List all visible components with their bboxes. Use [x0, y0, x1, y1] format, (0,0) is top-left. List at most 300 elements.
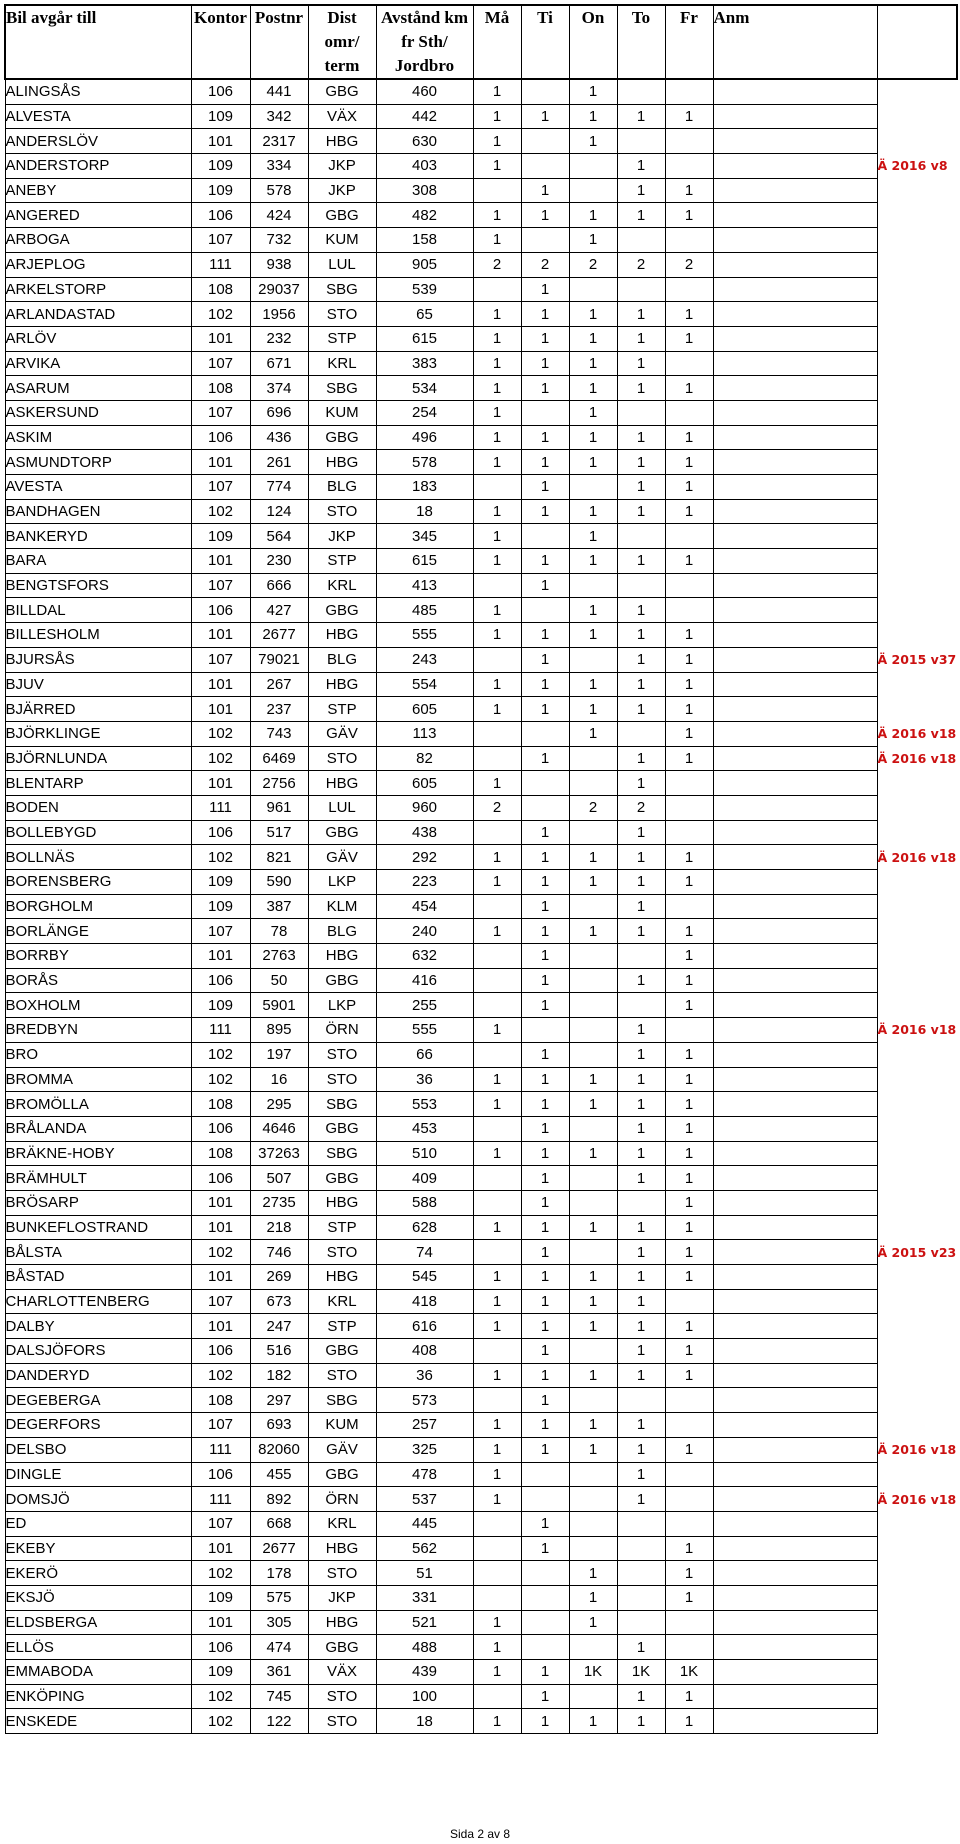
cell-office: 102	[191, 1684, 250, 1709]
cell-dist: GBG	[308, 203, 376, 228]
cell-tuesday	[521, 1462, 569, 1487]
cell-postnr: 29037	[250, 277, 308, 302]
cell-postnr: 517	[250, 820, 308, 845]
cell-distance: 510	[376, 1141, 473, 1166]
cell-thursday: 1	[617, 1339, 665, 1364]
cell-change-note	[877, 1660, 957, 1685]
cell-postnr: 50	[250, 968, 308, 993]
cell-thursday	[617, 1585, 665, 1610]
cell-friday: 1	[665, 425, 713, 450]
cell-monday: 1	[473, 1413, 521, 1438]
cell-tuesday: 1	[521, 203, 569, 228]
cell-anm	[713, 277, 877, 302]
cell-office: 102	[191, 746, 250, 771]
cell-friday: 1	[665, 326, 713, 351]
cell-wednesday	[569, 1166, 617, 1191]
cell-tuesday: 1	[521, 1339, 569, 1364]
cell-dist: LUL	[308, 795, 376, 820]
table-row	[5, 968, 957, 993]
cell-dist: JKP	[308, 154, 376, 179]
cell-distance: 408	[376, 1339, 473, 1364]
cell-monday: 1	[473, 1141, 521, 1166]
table-row	[5, 1314, 957, 1339]
cell-destination: BJÄRRED	[5, 697, 191, 722]
cell-monday: 1	[473, 1437, 521, 1462]
cell-monday: 1	[473, 1487, 521, 1512]
cell-office: 101	[191, 326, 250, 351]
table-row	[5, 894, 957, 919]
cell-distance: 331	[376, 1585, 473, 1610]
table-row	[5, 277, 957, 302]
cell-postnr: 516	[250, 1339, 308, 1364]
cell-destination: ANDERSTORP	[5, 154, 191, 179]
cell-change-note	[877, 795, 957, 820]
cell-change-note	[877, 400, 957, 425]
cell-wednesday	[569, 1511, 617, 1536]
cell-monday	[473, 820, 521, 845]
cell-friday: 1	[665, 1067, 713, 1092]
cell-monday: 1	[473, 1289, 521, 1314]
cell-office: 102	[191, 1709, 250, 1734]
cell-friday: 1K	[665, 1660, 713, 1685]
cell-thursday: 1	[617, 1166, 665, 1191]
table-row	[5, 944, 957, 969]
table-row	[5, 993, 957, 1018]
cell-destination: BRO	[5, 1042, 191, 1067]
cell-thursday: 1	[617, 1265, 665, 1290]
cell-tuesday: 1	[521, 845, 569, 870]
cell-postnr: 441	[250, 79, 308, 104]
cell-change-note	[877, 820, 957, 845]
cell-distance: 554	[376, 672, 473, 697]
cell-postnr: 2677	[250, 623, 308, 648]
cell-destination: BODEN	[5, 795, 191, 820]
table-row	[5, 1067, 957, 1092]
cell-wednesday: 2	[569, 252, 617, 277]
table-row	[5, 252, 957, 277]
table-header	[5, 5, 957, 79]
cell-friday: 1	[665, 549, 713, 574]
cell-dist: KRL	[308, 1289, 376, 1314]
cell-distance: 413	[376, 573, 473, 598]
cell-change-note	[877, 1166, 957, 1191]
cell-tuesday: 1	[521, 623, 569, 648]
cell-postnr: 37263	[250, 1141, 308, 1166]
cell-anm	[713, 252, 877, 277]
cell-friday	[665, 1635, 713, 1660]
cell-wednesday	[569, 993, 617, 1018]
cell-destination: EKEBY	[5, 1536, 191, 1561]
cell-wednesday: 1	[569, 549, 617, 574]
cell-friday: 1	[665, 672, 713, 697]
cell-monday	[473, 1042, 521, 1067]
table-row	[5, 1042, 957, 1067]
cell-office: 107	[191, 573, 250, 598]
cell-tuesday: 1	[521, 968, 569, 993]
cell-friday: 1	[665, 968, 713, 993]
cell-monday: 1	[473, 400, 521, 425]
cell-dist: BLG	[308, 475, 376, 500]
cell-destination: BILLDAL	[5, 598, 191, 623]
cell-tuesday: 1	[521, 1289, 569, 1314]
cell-change-note	[877, 1190, 957, 1215]
cell-friday	[665, 894, 713, 919]
cell-change-note	[877, 1067, 957, 1092]
cell-friday: 1	[665, 1042, 713, 1067]
cell-office: 102	[191, 1363, 250, 1388]
table-row	[5, 598, 957, 623]
cell-thursday	[617, 573, 665, 598]
cell-thursday	[617, 277, 665, 302]
cell-tuesday: 1	[521, 573, 569, 598]
cell-monday	[473, 968, 521, 993]
cell-wednesday: 1	[569, 1561, 617, 1586]
header-monday: Må	[473, 5, 521, 79]
cell-wednesday	[569, 1635, 617, 1660]
cell-postnr: 297	[250, 1388, 308, 1413]
cell-destination: BILLESHOLM	[5, 623, 191, 648]
cell-friday: 1	[665, 1166, 713, 1191]
cell-destination: BÅLSTA	[5, 1240, 191, 1265]
cell-change-note	[877, 1413, 957, 1438]
cell-distance: 605	[376, 771, 473, 796]
cell-friday	[665, 771, 713, 796]
cell-office: 101	[191, 1314, 250, 1339]
cell-wednesday: 1	[569, 326, 617, 351]
cell-wednesday	[569, 1018, 617, 1043]
cell-anm	[713, 1437, 877, 1462]
cell-distance: 545	[376, 1265, 473, 1290]
cell-distance: 488	[376, 1635, 473, 1660]
cell-tuesday: 1	[521, 1388, 569, 1413]
cell-friday	[665, 1462, 713, 1487]
table-row	[5, 79, 957, 104]
cell-wednesday: 1	[569, 400, 617, 425]
cell-postnr: 668	[250, 1511, 308, 1536]
cell-wednesday: 1	[569, 721, 617, 746]
cell-wednesday: 1	[569, 79, 617, 104]
cell-office: 109	[191, 154, 250, 179]
cell-anm	[713, 968, 877, 993]
cell-distance: 18	[376, 1709, 473, 1734]
cell-change-note	[877, 1265, 957, 1290]
cell-office: 106	[191, 1166, 250, 1191]
cell-anm	[713, 1215, 877, 1240]
cell-thursday: 1	[617, 1067, 665, 1092]
cell-postnr: 746	[250, 1240, 308, 1265]
table-row	[5, 672, 957, 697]
cell-postnr: 230	[250, 549, 308, 574]
cell-dist: STO	[308, 1067, 376, 1092]
cell-dist: STO	[308, 1709, 376, 1734]
cell-dist: VÄX	[308, 104, 376, 129]
cell-destination: BENGTSFORS	[5, 573, 191, 598]
cell-wednesday: 1	[569, 598, 617, 623]
cell-friday: 1	[665, 178, 713, 203]
cell-office: 101	[191, 1265, 250, 1290]
table-row	[5, 1413, 957, 1438]
cell-anm	[713, 845, 877, 870]
cell-tuesday: 1	[521, 1067, 569, 1092]
cell-postnr: 82060	[250, 1437, 308, 1462]
cell-wednesday	[569, 944, 617, 969]
cell-anm	[713, 1092, 877, 1117]
cell-friday: 1	[665, 697, 713, 722]
header-wednesday: On	[569, 5, 617, 79]
cell-monday: 1	[473, 845, 521, 870]
header-distance-line: fr Sth/	[401, 32, 448, 51]
cell-dist: JKP	[308, 1585, 376, 1610]
cell-postnr: 78	[250, 919, 308, 944]
cell-dist: BLG	[308, 647, 376, 672]
cell-tuesday: 1	[521, 104, 569, 129]
cell-distance: 632	[376, 944, 473, 969]
cell-office: 109	[191, 178, 250, 203]
cell-distance: 578	[376, 450, 473, 475]
cell-distance: 555	[376, 623, 473, 648]
cell-office: 106	[191, 820, 250, 845]
cell-dist: HBG	[308, 450, 376, 475]
cell-thursday: 1	[617, 1314, 665, 1339]
cell-friday: 1	[665, 1437, 713, 1462]
cell-office: 107	[191, 351, 250, 376]
cell-office: 109	[191, 104, 250, 129]
cell-wednesday	[569, 1116, 617, 1141]
cell-tuesday: 1	[521, 1413, 569, 1438]
cell-dist: STP	[308, 1215, 376, 1240]
cell-wednesday	[569, 968, 617, 993]
cell-change-note	[877, 351, 957, 376]
cell-monday: 1	[473, 129, 521, 154]
cell-wednesday	[569, 647, 617, 672]
cell-thursday: 1	[617, 1437, 665, 1462]
cell-wednesday: 1	[569, 845, 617, 870]
cell-dist: STO	[308, 1561, 376, 1586]
cell-office: 108	[191, 1141, 250, 1166]
cell-destination: ARLÖV	[5, 326, 191, 351]
cell-tuesday	[521, 129, 569, 154]
cell-monday: 2	[473, 252, 521, 277]
cell-anm	[713, 672, 877, 697]
cell-monday	[473, 1536, 521, 1561]
cell-destination: BROMMA	[5, 1067, 191, 1092]
cell-thursday: 1	[617, 1116, 665, 1141]
cell-dist: LUL	[308, 252, 376, 277]
cell-office: 101	[191, 623, 250, 648]
cell-wednesday	[569, 1190, 617, 1215]
cell-anm	[713, 1487, 877, 1512]
cell-monday: 1	[473, 1314, 521, 1339]
cell-office: 102	[191, 845, 250, 870]
cell-tuesday	[521, 1487, 569, 1512]
cell-change-note	[877, 1561, 957, 1586]
header-dist-line: term	[324, 56, 360, 75]
cell-friday: 1	[665, 203, 713, 228]
cell-change-note	[877, 1610, 957, 1635]
cell-anm	[713, 524, 877, 549]
cell-monday: 1	[473, 524, 521, 549]
cell-anm	[713, 944, 877, 969]
table-row	[5, 228, 957, 253]
cell-monday	[473, 746, 521, 771]
cell-dist: GBG	[308, 820, 376, 845]
cell-friday	[665, 154, 713, 179]
cell-office: 107	[191, 1289, 250, 1314]
cell-anm	[713, 573, 877, 598]
cell-thursday: 1	[617, 326, 665, 351]
cell-change-note	[877, 524, 957, 549]
cell-office: 101	[191, 697, 250, 722]
cell-change-note	[877, 1684, 957, 1709]
cell-anm	[713, 1067, 877, 1092]
cell-office: 106	[191, 425, 250, 450]
cell-dist: HBG	[308, 129, 376, 154]
cell-anm	[713, 376, 877, 401]
cell-office: 102	[191, 1042, 250, 1067]
cell-postnr: 693	[250, 1413, 308, 1438]
cell-anm	[713, 820, 877, 845]
cell-office: 102	[191, 1240, 250, 1265]
cell-change-note	[877, 672, 957, 697]
table-row	[5, 524, 957, 549]
cell-tuesday	[521, 721, 569, 746]
cell-friday: 1	[665, 845, 713, 870]
cell-wednesday	[569, 178, 617, 203]
cell-thursday: 1	[617, 771, 665, 796]
table-row	[5, 1511, 957, 1536]
cell-friday: 1	[665, 1190, 713, 1215]
cell-postnr: 387	[250, 894, 308, 919]
cell-tuesday: 1	[521, 178, 569, 203]
cell-anm	[713, 104, 877, 129]
cell-wednesday	[569, 1487, 617, 1512]
cell-monday: 1	[473, 228, 521, 253]
cell-monday: 1	[473, 697, 521, 722]
cell-distance: 605	[376, 697, 473, 722]
cell-friday: 1	[665, 623, 713, 648]
cell-office: 102	[191, 499, 250, 524]
cell-distance: 345	[376, 524, 473, 549]
cell-anm	[713, 1388, 877, 1413]
cell-tuesday	[521, 1018, 569, 1043]
cell-anm	[713, 228, 877, 253]
cell-monday: 1	[473, 302, 521, 327]
cell-postnr: 361	[250, 1660, 308, 1685]
cell-destination: BRÄMHULT	[5, 1166, 191, 1191]
cell-postnr: 774	[250, 475, 308, 500]
cell-wednesday: 2	[569, 795, 617, 820]
cell-friday: 1	[665, 993, 713, 1018]
cell-change-note	[877, 870, 957, 895]
table-row	[5, 1190, 957, 1215]
cell-change-note	[877, 1314, 957, 1339]
cell-wednesday: 1K	[569, 1660, 617, 1685]
table-row	[5, 1487, 957, 1512]
cell-change-note	[877, 203, 957, 228]
cell-friday: 1	[665, 1684, 713, 1709]
cell-monday: 1	[473, 870, 521, 895]
cell-distance: 409	[376, 1166, 473, 1191]
table-row	[5, 178, 957, 203]
cell-wednesday	[569, 1042, 617, 1067]
cell-anm	[713, 1314, 877, 1339]
table-row	[5, 746, 957, 771]
cell-friday: 1	[665, 647, 713, 672]
cell-change-note	[877, 79, 957, 104]
cell-wednesday: 1	[569, 1437, 617, 1462]
cell-dist: HBG	[308, 1610, 376, 1635]
cell-office: 107	[191, 1413, 250, 1438]
header-spacer	[877, 5, 957, 79]
cell-distance: 308	[376, 178, 473, 203]
cell-change-note	[877, 376, 957, 401]
table-row	[5, 697, 957, 722]
table-row	[5, 1116, 957, 1141]
cell-office: 101	[191, 129, 250, 154]
cell-friday: 1	[665, 1339, 713, 1364]
cell-distance: 51	[376, 1561, 473, 1586]
cell-anm	[713, 1684, 877, 1709]
cell-tuesday: 1	[521, 647, 569, 672]
cell-destination: ARBOGA	[5, 228, 191, 253]
cell-thursday: 1	[617, 1042, 665, 1067]
cell-distance: 454	[376, 894, 473, 919]
cell-thursday: 1	[617, 647, 665, 672]
cell-distance: 183	[376, 475, 473, 500]
cell-change-note: Ä 2016 v18	[877, 750, 957, 766]
cell-anm	[713, 1265, 877, 1290]
header-destination: Bil avgår till	[5, 5, 191, 79]
table-row	[5, 1437, 957, 1462]
cell-change-note	[877, 1635, 957, 1660]
cell-distance: 65	[376, 302, 473, 327]
cell-office: 107	[191, 228, 250, 253]
cell-monday: 1	[473, 1660, 521, 1685]
cell-postnr: 232	[250, 326, 308, 351]
cell-tuesday: 2	[521, 252, 569, 277]
table-row	[5, 647, 957, 672]
cell-postnr: 342	[250, 104, 308, 129]
cell-monday	[473, 1561, 521, 1586]
cell-thursday: 1	[617, 104, 665, 129]
cell-destination: BANKERYD	[5, 524, 191, 549]
cell-thursday	[617, 79, 665, 104]
cell-friday: 1	[665, 1536, 713, 1561]
table-row	[5, 549, 957, 574]
cell-distance: 18	[376, 499, 473, 524]
cell-friday: 1	[665, 104, 713, 129]
cell-dist: VÄX	[308, 1660, 376, 1685]
table-row	[5, 302, 957, 327]
cell-change-note	[877, 1388, 957, 1413]
cell-dist: GBG	[308, 1166, 376, 1191]
cell-anm	[713, 1561, 877, 1586]
cell-distance: 113	[376, 721, 473, 746]
cell-tuesday: 1	[521, 1660, 569, 1685]
cell-anm	[713, 1116, 877, 1141]
cell-change-note	[877, 623, 957, 648]
cell-anm	[713, 129, 877, 154]
cell-postnr: 427	[250, 598, 308, 623]
cell-distance: 588	[376, 1190, 473, 1215]
cell-thursday: 1	[617, 1487, 665, 1512]
header-distance-line: Avstånd km	[380, 8, 469, 27]
cell-dist: LKP	[308, 993, 376, 1018]
cell-destination: ARJEPLOG	[5, 252, 191, 277]
cell-destination: BOLLNÄS	[5, 845, 191, 870]
cell-destination: BARA	[5, 549, 191, 574]
cell-tuesday: 1	[521, 376, 569, 401]
